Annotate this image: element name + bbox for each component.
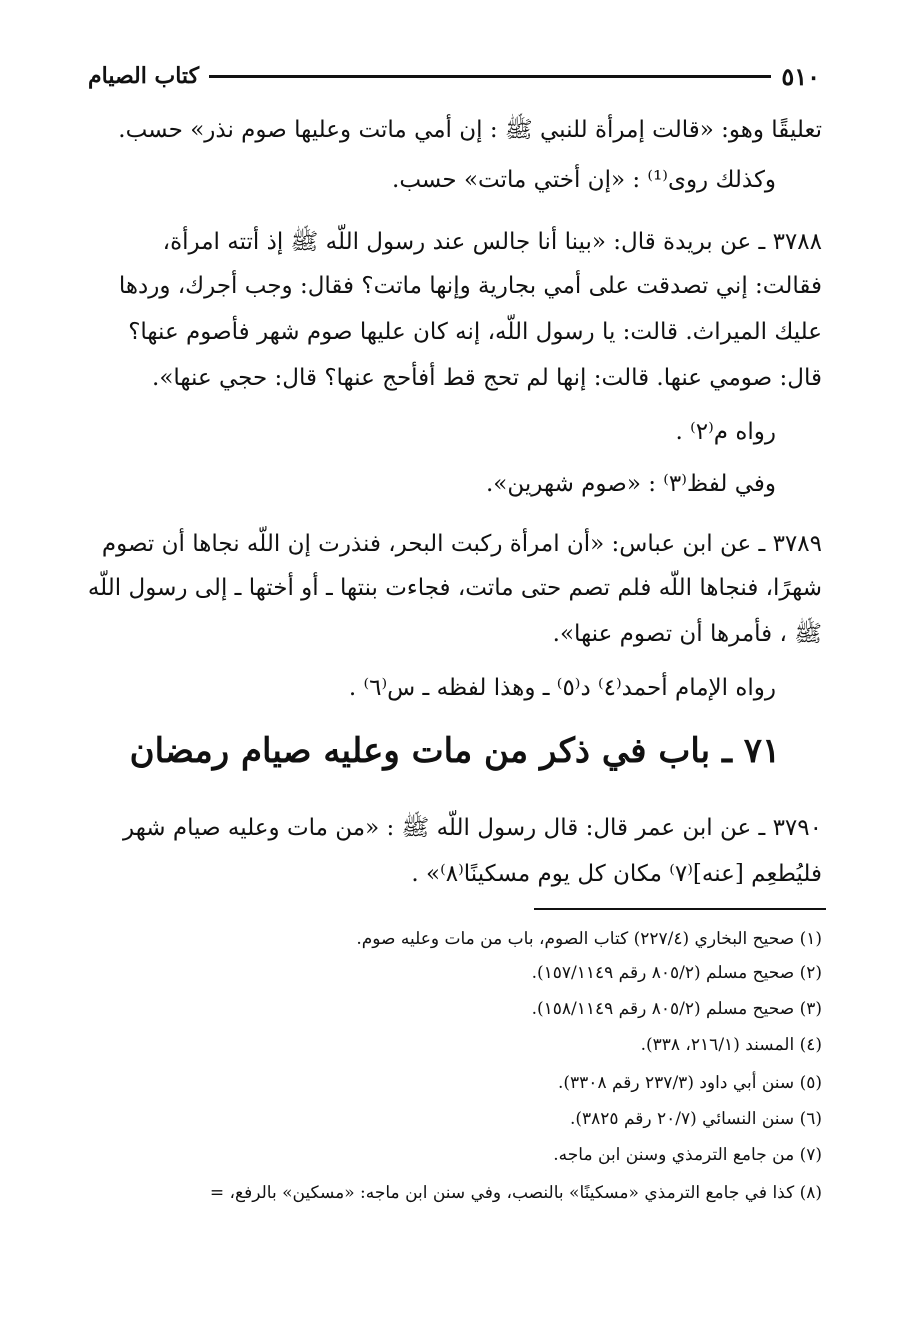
hadith-3788-line: ٣٧٨٨ ـ عن بريدة قال: «بينا أنا جالس عند رسول اللّه ﷺ إذ أتته امرأة، — [162, 229, 822, 255]
footnote: (٤) المسند (٢١٦/١، ٣٣٨). — [640, 1035, 822, 1055]
text-line: تعليقًا وهو: «قالت إمرأة للنبي ﷺ : إن أمي ماتت وعليها صوم نذر» حسب. — [118, 117, 822, 143]
footnote: (٢) صحيح مسلم (٨٠٥/٢ رقم ١٥٧/١١٤٩). — [531, 963, 822, 983]
hadith-3790-line: ٣٧٩٠ ـ عن ابن عمر قال: قال رسول اللّه ﷺ : «من مات وعليه صيام شهر — [123, 815, 822, 841]
page-number: ٥١٠ — [781, 61, 820, 91]
hadith-3789-line: شهرًا، فنجاها اللّه فلم تصم حتى ماتت، فجاءت بنتها ـ أو أختها ـ إلى رسول اللّه — [87, 575, 822, 601]
text-line: وكذلك روى⁽¹⁾ : «إن أختي ماتت» حسب. — [392, 167, 776, 193]
hadith-3788-line: عليك الميراث. قالت: يا رسول اللّه، إنه كان عليها صوم شهر فأصوم عنها؟ — [128, 319, 822, 345]
footnote: (٨) كذا في جامع الترمذي «مسكينًا» بالنصب، وفي سنن ابن ماجه: «مسكين» بالرفع، = — [209, 1183, 822, 1203]
hadith-3788-line: قال: صومي عنها. قالت: إنها لم تحج قط أفأحج عنها؟ قال: حجي عنها». — [152, 365, 822, 391]
narration-variant: وفي لفظ⁽٣⁾ : «صوم شهرين». — [486, 471, 776, 497]
footnote: (٦) سنن النسائي (٢٠/٧ رقم ٣٨٢٥). — [569, 1109, 822, 1129]
footnote: (٣) صحيح مسلم (٨٠٥/٢ رقم ١٥٨/١١٤٩). — [531, 999, 822, 1019]
footnote: (١) صحيح البخاري (٢٢٧/٤) كتاب الصوم، باب من مات وعليه صوم. — [356, 929, 822, 949]
header-rule — [209, 75, 771, 78]
book-title: كتاب الصيام — [88, 63, 200, 89]
chapter-heading: ٧١ ـ باب في ذكر من مات وعليه صيام رمضان — [129, 731, 781, 771]
footnote: (٥) سنن أبي داود (٢٣٧/٣ رقم ٣٣٠٨). — [558, 1073, 822, 1093]
hadith-3789-line: ٣٧٨٩ ـ عن ابن عباس: «أن امرأة ركبت البحر، فنذرت إن اللّه نجاها أن تصوم — [101, 531, 822, 557]
narration-source: رواه الإمام أحمد⁽٤⁾ د⁽٥⁾ ـ وهذا لفظه ـ س⁽٦⁾ . — [348, 675, 776, 701]
footnote: (٧) من جامع الترمذي وسنن ابن ماجه. — [553, 1145, 822, 1165]
hadith-3790-line: فليُطعِم [عنه]⁽٧⁾ مكان كل يوم مسكينًا⁽٨⁾» . — [411, 861, 822, 887]
page-header — [88, 58, 820, 94]
footnote-separator — [534, 908, 826, 910]
hadith-3788-line: فقالت: إني تصدقت على أمي بجارية وإنها ماتت؟ فقال: وجب أجرك، وردها — [118, 273, 822, 299]
hadith-3789-line: ﷺ ، فأمرها أن تصوم عنها». — [552, 621, 822, 647]
narration-source: رواه م⁽٢⁾ . — [675, 419, 776, 445]
